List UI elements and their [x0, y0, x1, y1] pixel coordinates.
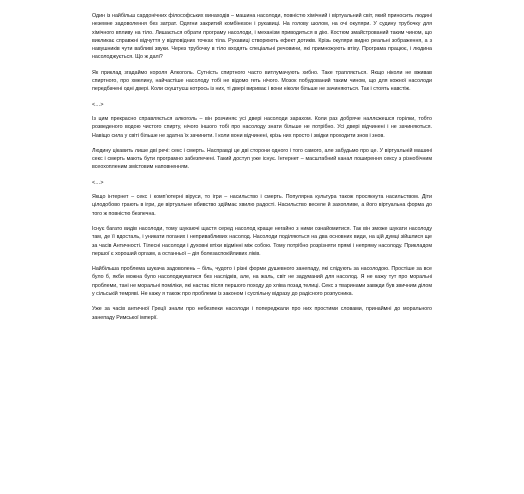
paragraph-ancient-greece: Уже за часів античної Греції знали про небезпеки насолоди і попереджали про них простими словами, принаймні до морального занепаду Римської імперії.	[92, 306, 432, 321]
paragraph-doors: Із цим прекрасно справляється алкоголь – він розчиняє усі двері насолоди зарахом. Коли раз добряче наллєжешся горілки, тобто розведеного водою чистого спирту, нічого іншого тобі про насолоду знати більше не потрібно. Усі двері відчинені і не зачиняються. Навіщо сила у світі більше не здатна їх зачинити. І коли вони відчинені, крізь них просто і звідки проходити знов і знов.	[92, 115, 432, 139]
paragraph-kinds-of-pleasure: Існує багато видів насолоди, тому шукаючі щастя серед насолод краще негайно з ними ознайомитися. Так він зможе шукати насолоду там, де її вдосталь, і уникати поганих і непривабливих насолод. Насолоди поділяються на два основних види, на цій думці зійшлися ще за часів Античності. Тілесні насолоди і духовні втіхи відмінні між собою. Тому потрібно розрізняти прямі і непряму насолоду. Прикладом першої є хороший оргазм, а останньої – дія болезаспокійливих ліків.	[92, 225, 432, 257]
ellipsis-separator: <…>	[92, 101, 104, 108]
paragraph-sex-and-death: Людину цікавить лише дві речі: секс і смерть. Насправді це дві сторони одного і того самого, але забудьмо про це. У віртуальній машині секс і смерть мають бути програмно забезпечені. Такий доступ уже існує. Інтернет – масштабний канал поширення сексу з різнобічним всеохопленим змістовим наповненням.	[92, 147, 432, 171]
ellipsis-separator: <…>	[92, 179, 104, 186]
paragraph-machine-of-pleasure: Один із найбільш сардонічних філософських винаходів – машина насолоди, повністю хімічний і віртуальний світ, який приносить людині неземне задоволення без затрат. Одягни закритий комбінезон і рукавиці. На голову шолом, на очі окуляри. У судину трубочку для хімічного впливу на тіло. Лишається обрати програму насолоди, і механізм приводиться в дію. Костюм змайстрований таким чином, що викликає справжні відчуття у відповідних точках тіла. Рукавиці створюють ефект дотиків. Крізь окуляри видно реальні зображення, а з навушників чути вабливі звуки. Через трубочку в тіло входять спеціальні речовини, які примножують втіху. Програма працює, і людина насолоджується. Що ж далі?	[92, 13, 432, 61]
paragraph-alcohol: Як приклад згадаймо короля Алкоголь. Сутність спиртного часто витлумачують хибно. Таке трапляється. Якщо ніколи не вживав спиртного, про хмелину, найчастіше насолоду тобі не відомо геть нічого. Мозок побудований таким чином, що для кожної насолоди передбачені одні двері. Коли скуштуєш котрось із них, ті двері вириває і вони ніколи більше не зачиняються. Так і стоять навстіж.	[92, 69, 432, 93]
paragraph-games-violence: Якщо інтернет – секс і комп’ютерні віруси, то ігри – насильство і смерть. Популярна культура також просякнута насильством. Діти цілодобово грають в ігри, де віртуальне вбивство здіймає хвилю радості. Насильство веселе й захопливе, а його віртуальна форма до того ж повністю безпечна.	[92, 194, 432, 217]
paragraph-problems: Найбільша проблема шукача задоволень – біль, чудото і різні форми душевного занепаду, які слідують за насолодою. Простіше за все було б, якби можна було насолоджуватися без наслідків, але, на жаль, світ не задуманий для насолод. Я не кажу тут про моральні проблеми, тані не моральні поміліки, які настає після першого походу до хліва позад телиці. Секс з тваринами завжди був звичним ділом у сільській темряві. Не кажу я також про проблеми із законом і суспільну відразу до радісного розпусника.	[92, 266, 432, 298]
document-page	[92, 12, 432, 329]
